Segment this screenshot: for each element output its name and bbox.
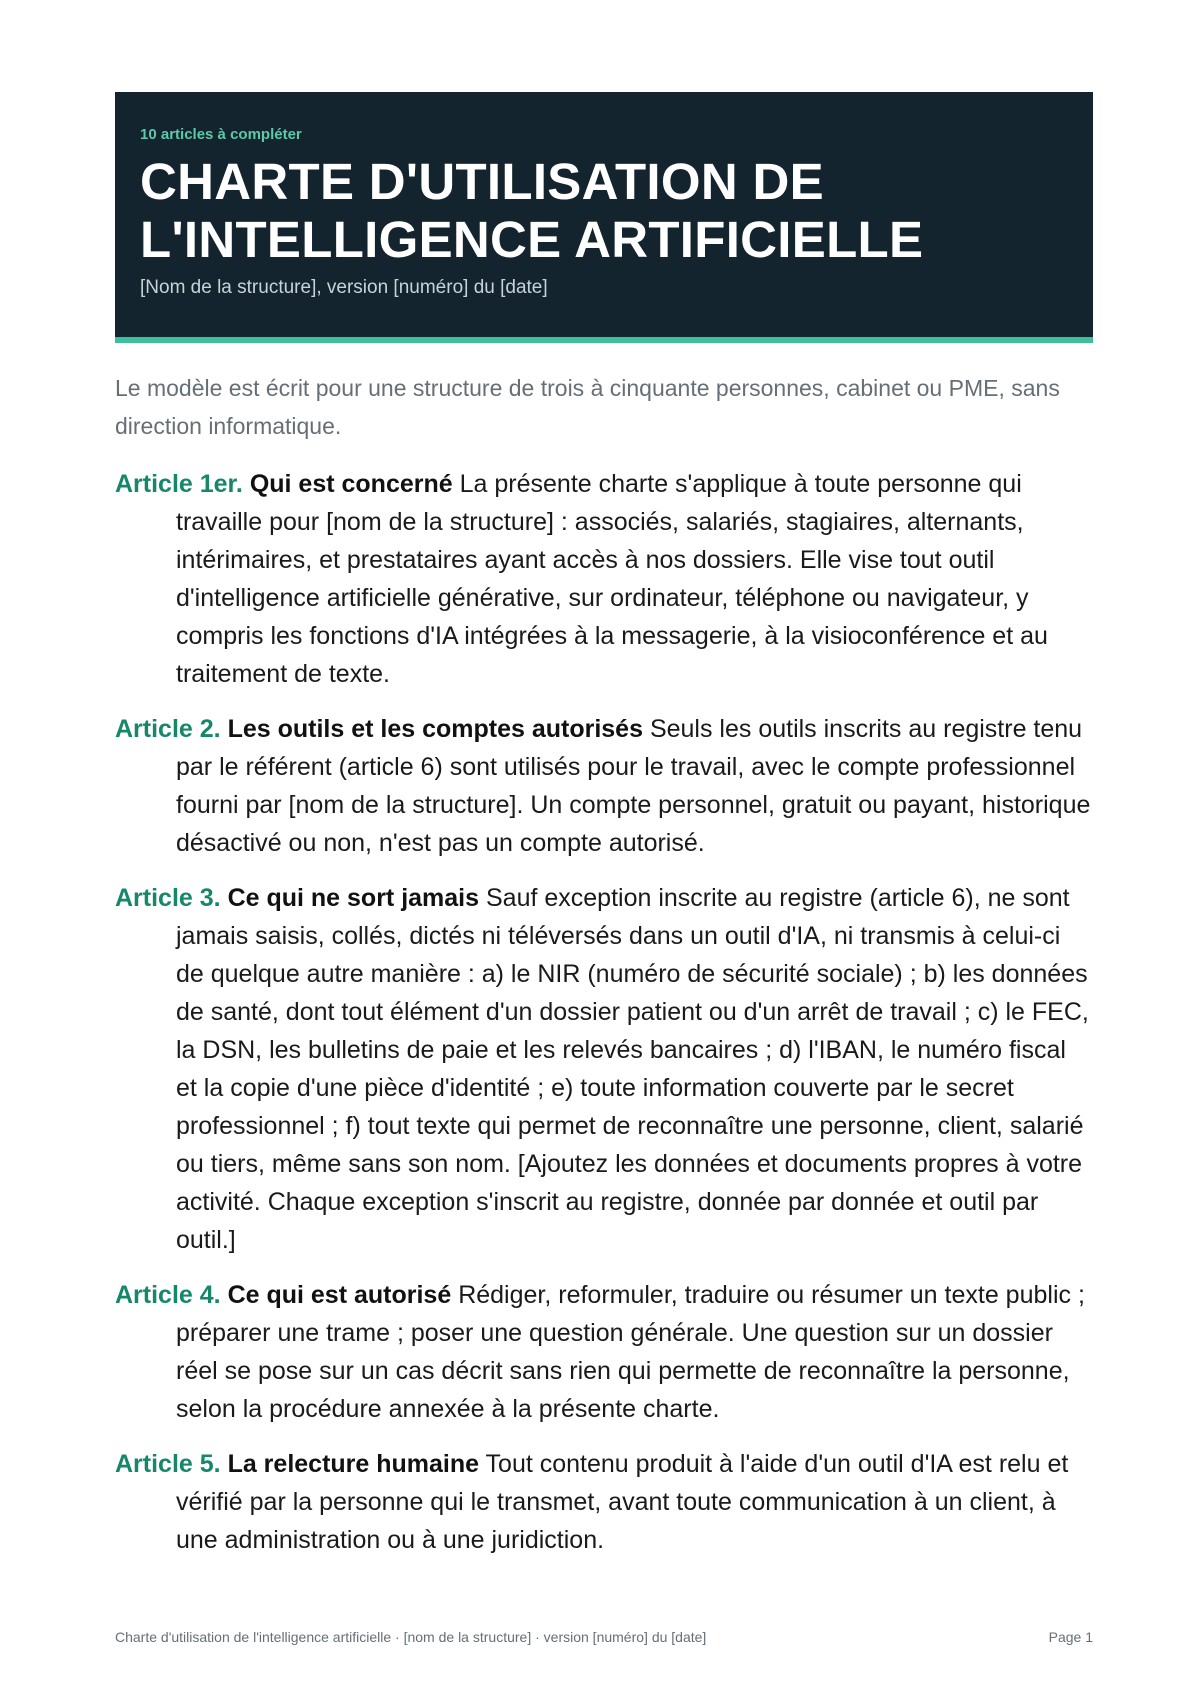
article-1 [115,465,1093,693]
title-line-2: L'INTELLIGENCE ARTIFICIELLE [140,211,924,268]
article-number: Article 4. [115,1281,221,1309]
page-number: Page 1 [1048,1629,1093,1645]
footer-document-info: Charte d'utilisation de l'intelligence artificielle · [nom de la structure] · version [numéro] du [date] [115,1629,707,1645]
article-2 [115,710,1093,862]
article-number: Article 2. [115,715,221,743]
article-body: Sauf exception inscrite au registre (article 6), ne sont jamais saisis, collés, dictés ni téléversés dans un outil d'IA, ni transmis à celui-ci de quelque autre manière : a) le NIR (numéro de sécurité sociale) ; b) les données de santé, dont tout élément d'un dossier patient ou d'un arrêt de travail ; c) le FEC, la DSN, les bulletins de paie et les relevés bancaires ; d) l'IBAN, le numéro fiscal et la copie d'une pièce d'identité ; e) toute information couverte par le secret professionnel ; f) tout texte qui permet de reconnaître une personne, client, salarié ou tiers, même sans son nom. [Ajoutez les données et documents propres à votre activité. Chaque exception s'inscrit au registre, donnée par donnée et outil par outil.] [176,884,1089,1254]
intro-paragraph: Le modèle est écrit pour une structure de trois à cinquante personnes, cabinet ou PME, sans direction informatique. [115,375,1060,439]
article-4 [115,1276,1093,1428]
article-title: Les outils et les comptes autorisés [227,715,643,743]
title-banner [115,92,1093,343]
article-body: Tout contenu produit à l'aide d'un outil d'IA est relu et vérifié par la personne qui le transmet, avant toute communication à un client, à une administration ou à une juridiction. [176,1450,1069,1554]
article-body: La présente charte s'applique à toute personne qui travaille pour [nom de la structure] : associés, salariés, stagiaires, alternants, intérimaires, et prestataires ayant accès à nos dossiers. Elle vise tout outil d'intelligence artificielle générative, sur ordinateur, téléphone ou navigateur, y compris les fonctions d'IA intégrées à la messagerie, à la visioconférence et au traitement de texte. [176,470,1048,688]
document-subtitle: [Nom de la structure], version [numéro] du [date] [140,277,548,298]
kicker-label: 10 articles à compléter [140,126,302,143]
document-title [140,153,1068,269]
article-number: Article 3. [115,884,221,912]
article-title: La relecture humaine [227,1450,480,1478]
article-title: Ce qui est autorisé [227,1281,452,1309]
article-body: Seuls les outils inscrits au registre tenu par le référent (article 6) sont utilisés pour le travail, avec le compte professionnel fourni par [nom de la structure]. Un compte personnel, gratuit ou payant, historique désactivé ou non, n'est pas un compte autorisé. [176,715,1091,857]
article-body: Rédiger, reformuler, traduire ou résumer un texte public ; préparer une trame ; poser une question générale. Une question sur un dossier réel se pose sur un cas décrit sans rien qui permette de reconnaître la personne, selon la procédure annexée à la présente charte. [176,1281,1085,1423]
article-5 [115,1445,1093,1559]
document-page [115,92,1093,1576]
article-title: Qui est concerné [249,470,453,498]
page-footer [115,1629,1093,1645]
article-number: Article 1er. [115,470,243,498]
title-line-1: CHARTE D'UTILISATION DE [140,153,824,210]
article-number: Article 5. [115,1450,221,1478]
article-title: Ce qui ne sort jamais [227,884,480,912]
article-3 [115,879,1093,1259]
